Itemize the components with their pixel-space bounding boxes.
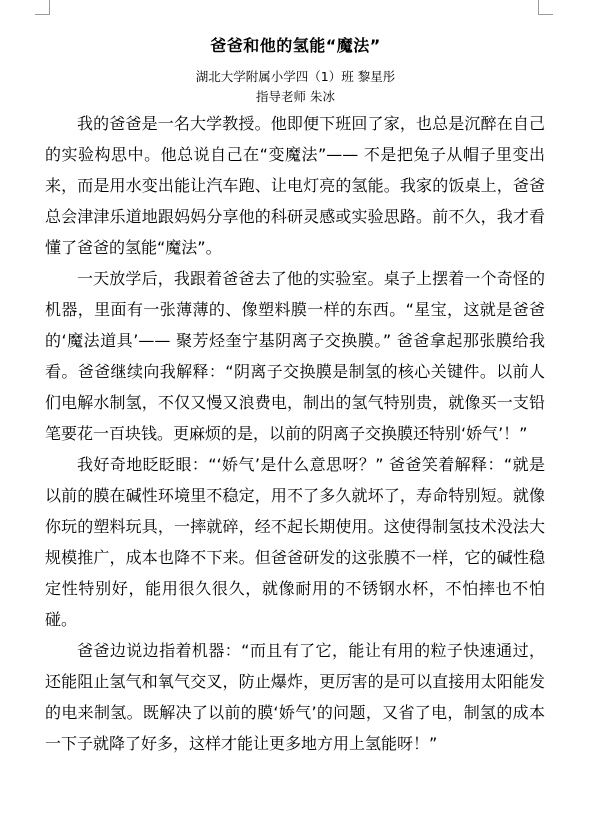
paragraph: 我好奇地眨眨眼：“‘娇气’是什么意思呀？” 爸爸笑着解释：“就是以前的膜在碱性环境里不稳定，用不了多久就坏了，寿命特别短。就像你玩的塑料玩具，一摔就碎，经不起长期使用。这使得制氢技术没法大规模推广，成本也降不下来。但爸爸研发的这张膜不一样，它的碱性稳定性特别好，能用很久很久，就像耐用的不锈钢水杯，不怕摔也不怕碰。 (45, 455, 545, 629)
author-line: 湖北大学附属小学四（1）班 黎星彤 (195, 69, 396, 84)
page-corner-mark-left (35, 0, 50, 15)
page-corner-mark-right (538, 0, 553, 15)
paragraph: 我的爸爸是一名大学教授。他即便下班回了家，也总是沉醉在自己的实验构思中。他总说自己在“变魔法”—— 不是把兔子从帽子里变出来，而是用水变出能让汽车跑、让电灯亮的氢能。我家的饭桌上，爸爸总会津津乐道地跟妈妈分享他的科研灵感或实验思路。前不久，我才看懂了爸爸的氢能“魔法”。 (45, 114, 545, 257)
teacher-line: 指导老师 朱冰 (256, 89, 335, 104)
paragraph: 一天放学后，我跟着爸爸去了他的实验室。桌子上摆着一个奇怪的机器，里面有一张薄薄的、像塑料膜一样的东西。“星宝，这就是爸爸的‘魔法道具’—— 聚芳烃奎宁基阴离子交换膜。” 爸爸拿起那张膜给我看。爸爸继续向我解释：“阴离子交换膜是制氢的核心关键件。以前人们电解水制氢，不仅又慢又浪费电，制出的氢气特别贵，就像买一支铅笔要花一百块钱。更麻烦的是，以前的阴离子交换膜还特别‘娇气’！” (45, 269, 545, 443)
document-body (45, 108, 545, 759)
document-title: 爸爸和他的氢能“魔法” (210, 36, 381, 55)
paragraph: 爸爸边说边指着机器：“而且有了它，能让有用的粒子快速通过，还能阻止氢气和氧气交叉，防止爆炸，更厉害的是可以直接用太阳能发的电来制氢。既解决了以前的膜‘娇气’的问题，又省了电，制氢的成本一下子就降了好多，这样才能让更多地方用上氢能呀！” (45, 641, 545, 753)
